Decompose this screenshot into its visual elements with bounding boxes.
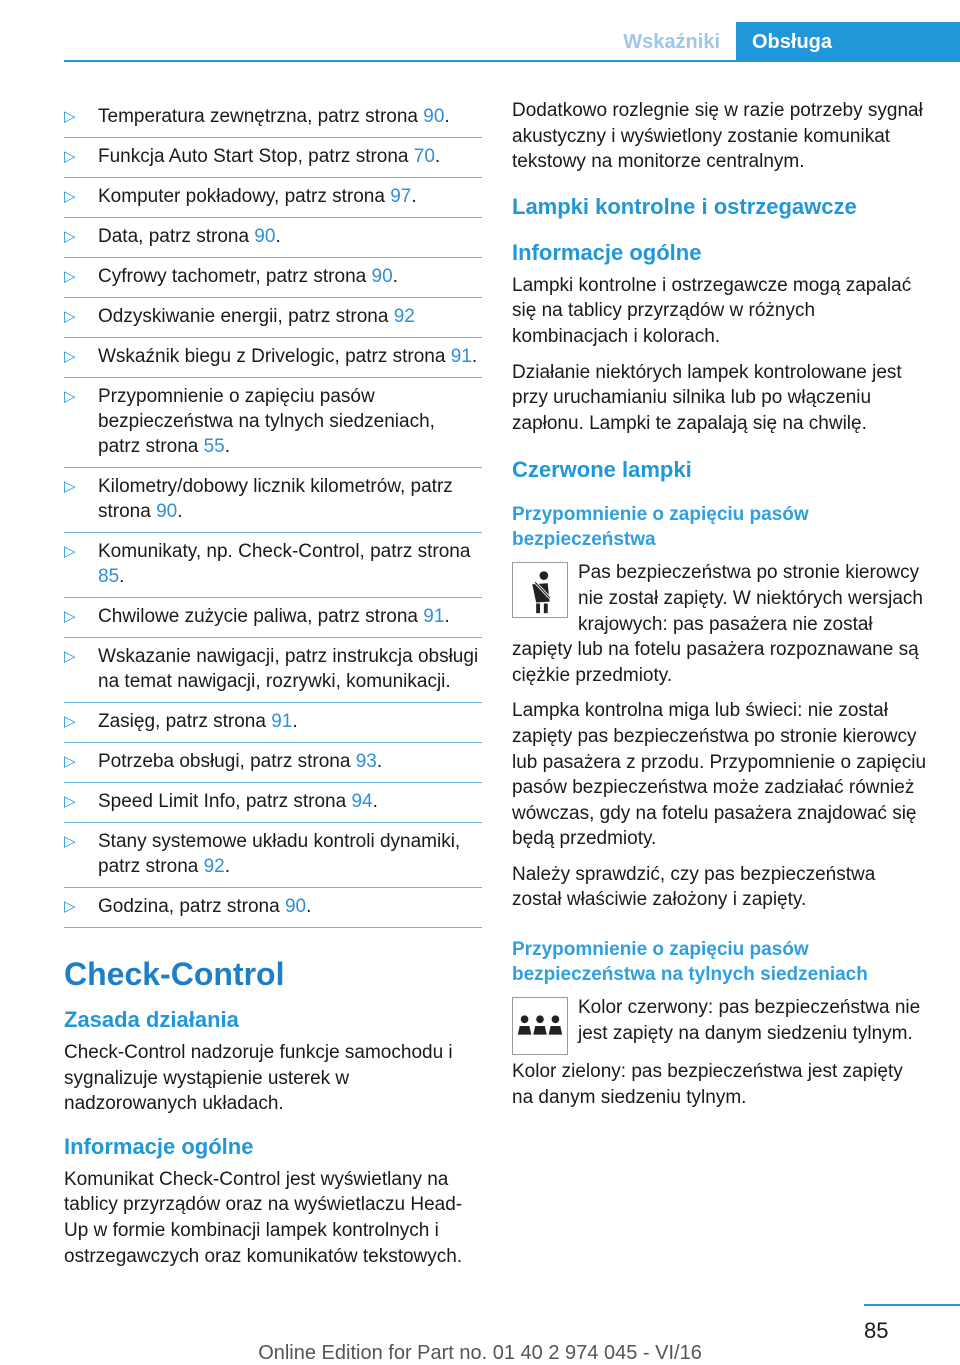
paragraph-info-left: Komunikat Check-Control jest wyświetlany na tablicy przyrządów oraz na wyświetlaczu Head-Up w formie kombinacji lampek kontrolnych i ostrzegawczych oraz komunikatów tekstowych. [64,1168,463,1267]
list-item-text: Kilometry/dobowy licznik kilometrów, patrz strona [98,476,453,522]
list-item [64,598,482,638]
list-item-tail: . [224,436,231,457]
page-link[interactable]: 90 [156,501,178,522]
tab-obsluga[interactable]: Obsługa [736,22,960,62]
page-link[interactable]: 94 [351,791,373,812]
page-link[interactable]: 93 [355,751,377,772]
bullet-triangle-icon: ▷ [64,608,76,625]
bullet-triangle-icon: ▷ [64,228,76,245]
bullet-triangle-icon: ▷ [64,833,76,850]
heading-czerwone: Czerwone lampki [512,457,692,483]
list-item-text: Temperatura zewnętrzna, patrz strona [98,106,424,127]
list-item [64,338,482,378]
edition-footer: Online Edition for Part no. 01 40 2 974 045 - VI/16 [258,1342,702,1364]
bullet-triangle-icon: ▷ [64,308,76,325]
list-item [64,258,482,298]
list-item-text: Data, patrz strona [98,226,255,247]
paragraph-intro: Dodatkowo rozlegnie się w razie potrzeby sygnał akustyczny i wyświetlony zostanie komunikat tekstowy na monitorze centralnym. [512,100,923,173]
display-items-list [64,98,482,928]
page-link[interactable]: 91 [450,346,472,367]
list-item-text: Cyfrowy tachometr, patrz strona [98,266,372,287]
heading-info-right: Informacje ogólne [512,239,702,265]
heading-zasada: Zasada działania [64,1007,239,1032]
list-item-tail: . [411,186,417,207]
paragraph-tylne-2: Kolor zielony: pas bezpieczeństwa jest zapięty na danym siedzeniu tylnym. [512,1061,903,1108]
paragraph-tylne-1: Kolor czerwony: pas bezpieczeństwa nie jest zapięty na danym siedzeniu tylnym. [578,997,921,1044]
list-item-text: Wskaźnik biegu z Drivelogic, patrz strona [98,346,451,367]
list-item-tail: . [275,226,281,247]
list-item-tail: . [376,751,383,772]
header-rule [64,60,960,62]
bullet-triangle-icon: ▷ [64,793,76,810]
section-title-check-control: Check-Control [64,956,285,992]
list-item-text: Odzyskiwanie energii, patrz strona [98,306,394,327]
list-item [64,138,482,178]
list-item [64,638,482,703]
page-link[interactable]: 91 [271,711,293,732]
bullet-triangle-icon: ▷ [64,753,76,770]
list-item-text: Komunikaty, np. Check-Control, patrz strona [98,541,471,562]
list-item-tail: . [471,346,478,367]
page-number: 85 [864,1318,889,1343]
list-item-tail: . [119,566,125,587]
bullet-triangle-icon: ▷ [64,188,76,205]
rear-seatbelt-block [512,995,928,1046]
page-link[interactable]: 97 [390,186,412,207]
heading-tylne: Przypomnienie o zapięciu pasów bezpieczeństwa na tylnych siedzeniach [512,939,868,986]
list-item-text: Funkcja Auto Start Stop, patrz strona [98,146,414,167]
tab-wskazniki[interactable]: Wskaźniki [623,31,720,53]
bullet-triangle-icon: ▷ [64,348,76,365]
list-item [64,533,482,598]
list-item [64,298,482,338]
list-item-tail: . [444,606,450,627]
list-item [64,178,482,218]
rear-seatbelt-icon [512,997,568,1055]
paragraph-pasy-1: Pas bezpieczeństwa po stronie kierowcy nie został zapięty. W niektórych wersjach krajowych: pas pasażera nie został zapięty lub na fotelu pasażera rozpoznawane są ciężkie przedmioty. [512,562,923,686]
paragraph-zasada: Check-Control nadzoruje funkcje samochodu i sygnalizuje wystąpienie usterek w nadzorowanych układach. [64,1042,453,1115]
list-item-tail: . [444,106,450,127]
list-item-text: Komputer pokładowy, patrz strona [98,186,391,207]
list-item-tail: . [177,501,183,522]
list-item-text: Speed Limit Info, patrz strona [98,791,352,812]
page-link[interactable]: 55 [203,436,225,457]
heading-lampki: Lampki kontrolne i ostrzegawcze [512,193,857,219]
seatbelt-block [512,560,928,688]
list-item-text: Chwilowe zużycie paliwa, patrz strona [98,606,424,627]
page-link[interactable]: 85 [98,566,120,587]
paragraph-pasy-2: Lampka kontrolna miga lub świeci: nie został zapięty pas bezpieczeństwa po stronie kierowcy lub pasażera z przodu. Przypomnienie o zapięciu pasów bezpieczeństwa może zadziałać również wówczas, gdy na fotelu pasażera znajdować się będą przedmioty. [512,700,927,850]
bullet-triangle-icon: ▷ [64,898,76,915]
paragraph-info-2: Działanie niektórych lampek kontrolowane jest przy uruchamianiu silnika lub po włączeniu zapłonu. Lampki te zapalają się na chwilę. [512,361,902,434]
list-item-text: Wskazanie nawigacji, patrz instrukcja obsługi na temat nawigacji, rozrywki, komunikacji. [98,646,479,692]
list-item-text: Godzina, patrz strona [98,896,285,917]
list-item [64,218,482,258]
page-link[interactable]: 90 [423,106,445,127]
page-link[interactable]: 91 [423,606,445,627]
page-link[interactable]: 92 [203,856,225,877]
right-column [512,98,928,1120]
list-item-tail: . [306,896,312,917]
bullet-triangle-icon: ▷ [64,148,76,165]
heading-pasy: Przypomnienie o zapięciu pasów bezpieczeństwa [512,504,809,551]
list-item-tail: . [292,711,298,732]
list-item-text: Zasięg, patrz strona [98,711,272,732]
bullet-triangle-icon: ▷ [64,268,76,285]
list-item [64,743,482,783]
list-item [64,378,482,468]
list-item-tail: . [392,266,398,287]
list-item-text: Stany systemowe układu kontroli dynamiki, patrz strona [98,831,461,877]
list-item [64,98,482,138]
bullet-triangle-icon: ▷ [64,388,76,405]
list-item-tail: . [372,791,378,812]
seatbelt-warning-icon [512,562,568,618]
paragraph-pasy-3: Należy sprawdzić, czy pas bezpieczeństwa został właściwie założony i zapięty. [512,863,876,911]
bullet-triangle-icon: ▷ [64,543,76,560]
list-item [64,703,482,743]
page-link[interactable]: 92 [393,306,415,327]
list-item [64,823,482,888]
bullet-triangle-icon: ▷ [64,648,76,665]
paragraph-info-1: Lampki kontrolne i ostrzegawcze mogą zapalać się na tablicy przyrządów w różnych kombinacjach i kolorach. [512,274,912,347]
list-item-tail: . [434,146,441,167]
list-item [64,783,482,823]
page-link[interactable]: 90 [284,896,307,917]
list-item [64,888,482,928]
heading-info-left: Informacje ogólne [64,1133,254,1159]
list-item-text: Potrzeba obsługi, patrz strona [98,751,356,772]
page-link[interactable]: 70 [413,146,435,167]
page-link[interactable]: 90 [371,266,393,287]
list-item-tail: . [224,856,231,877]
bullet-triangle-icon: ▷ [64,713,76,730]
list-item-text: Przypomnienie o zapięciu pasów bezpieczeństwa na tylnych siedzeniach, patrz strona [98,386,435,457]
footer-rule [864,1304,960,1306]
bullet-triangle-icon: ▷ [64,478,76,495]
bullet-triangle-icon: ▷ [64,108,76,125]
list-item [64,468,482,533]
page-link[interactable]: 90 [254,226,276,247]
left-column [64,98,482,1279]
